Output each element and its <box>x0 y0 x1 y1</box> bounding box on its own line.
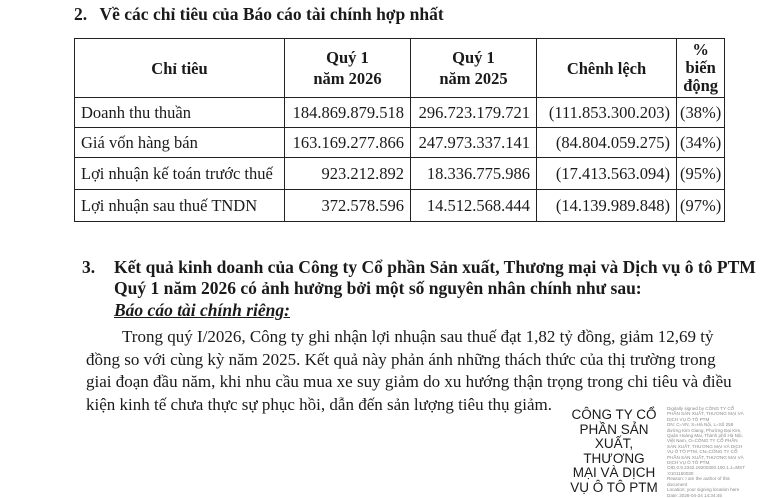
row-name: Lợi nhuận sau thuế TNDN <box>75 190 285 222</box>
section-2-title: Về các chỉ tiêu của Báo cáo tài chính hợp nhất <box>99 4 444 24</box>
table-row <box>75 128 725 158</box>
row-q1-2026: 372.578.596 <box>285 190 411 222</box>
row-q1-2025: 296.723.179.721 <box>411 98 537 128</box>
section-2-number: 2. <box>74 4 88 24</box>
signature-details: Digitally signed by CÔNG TY CỔ PHẦN SẢN XUẤT, THƯƠNG MẠI VÀ DỊCH VỤ Ô TÔ PTM DN: C=VN, S=Hà Nội, L=Số 258 đường Kim Giang, Phường Đại Kim, Quận Hoàng Mai, Thành phố Hà Nội, Việt Nam, O=CÔNG TY CỔ PHẦN SẢN XUẤT, THƯƠNG MẠI VÀ DỊCH VỤ Ô TÔ PTM, CN=CÔNG TY CỔ PHẦN SẢN XUẤT, THƯƠNG MẠI VÀ DỊCH VỤ Ô TÔ PTM, OID.0.9.2342.19200300.100.1.1=MST :0101150030 Reason: I am the author of this document Location: your signing location here Date: 2026-04-24 14:34:45 <box>667 406 746 498</box>
row-q1-2025: 247.973.337.141 <box>411 128 537 158</box>
row-percent: (38%) <box>677 98 725 128</box>
row-q1-2026: 163.169.277.866 <box>285 128 411 158</box>
row-q1-2025: 18.336.775.986 <box>411 158 537 190</box>
separate-financial-statements-subheading: Báo cáo tài chính riêng: <box>114 300 290 320</box>
digital-signature <box>563 404 759 498</box>
row-difference: (111.853.300.203) <box>537 98 677 128</box>
row-name: Doanh thu thuần <box>75 98 285 128</box>
header-percent-change: % biến động <box>677 39 725 98</box>
row-q1-2026: 184.869.879.518 <box>285 98 411 128</box>
paragraph-line-1: Trong quý I/2026, Công ty ghi nhận lợi nhuận sau thuế đạt 1,82 tỷ đồng, giảm 12,69 tỷ <box>122 327 714 346</box>
row-name: Lợi nhuận kế toán trước thuế <box>75 158 285 190</box>
row-percent: (97%) <box>677 190 725 222</box>
row-percent: (34%) <box>677 128 725 158</box>
row-name: Giá vốn hàng bán <box>75 128 285 158</box>
financial-indicators-table <box>74 38 725 222</box>
section-2-heading <box>74 3 444 25</box>
header-difference: Chênh lệch <box>537 39 677 98</box>
paragraph-line-2: đồng so với cùng kỳ năm 2025. Kết quả này phản ánh những thách thức của thị trường trong <box>86 349 716 369</box>
header-indicator: Chỉ tiêu <box>75 39 285 98</box>
table-row <box>75 98 725 128</box>
signature-company-name: CÔNG TY CỔ PHẦN SẢN XUẤT, THƯƠNG MẠI VÀ DỊCH VỤ Ô TÔ PTM <box>570 407 658 495</box>
header-q1-2026: Quý 1 năm 2026 <box>285 39 411 98</box>
table-header-row <box>75 39 725 98</box>
results-paragraph <box>86 326 732 416</box>
row-q1-2025: 14.512.568.444 <box>411 190 537 222</box>
table-row <box>75 190 725 222</box>
paragraph-line-4: kiện kinh tế chưa thực sự phục hồi, dẫn đến sản lượng tiêu thụ giảm. <box>86 394 553 414</box>
section-3-title-line1: Kết quả kinh doanh của Công ty Cổ phần Sản xuất, Thương mại và Dịch vụ ô tô PTM <box>114 257 756 277</box>
table-row <box>75 158 725 190</box>
row-difference: (17.413.563.094) <box>537 158 677 190</box>
row-percent: (95%) <box>677 158 725 190</box>
row-difference: (84.804.059.275) <box>537 128 677 158</box>
row-q1-2026: 923.212.892 <box>285 158 411 190</box>
section-3-title-line2: Quý 1 năm 2026 có ảnh hưởng bởi một số nguyên nhân chính như sau: <box>114 278 642 298</box>
header-q1-2025: Quý 1 năm 2025 <box>411 39 537 98</box>
section-3-number: 3. <box>82 257 96 277</box>
paragraph-line-3: giai đoạn đầu năm, khi nhu cầu mua xe suy giảm do xu hướng thận trọng trong chi tiêu và điều <box>86 372 732 391</box>
row-difference: (14.139.989.848) <box>537 190 677 222</box>
